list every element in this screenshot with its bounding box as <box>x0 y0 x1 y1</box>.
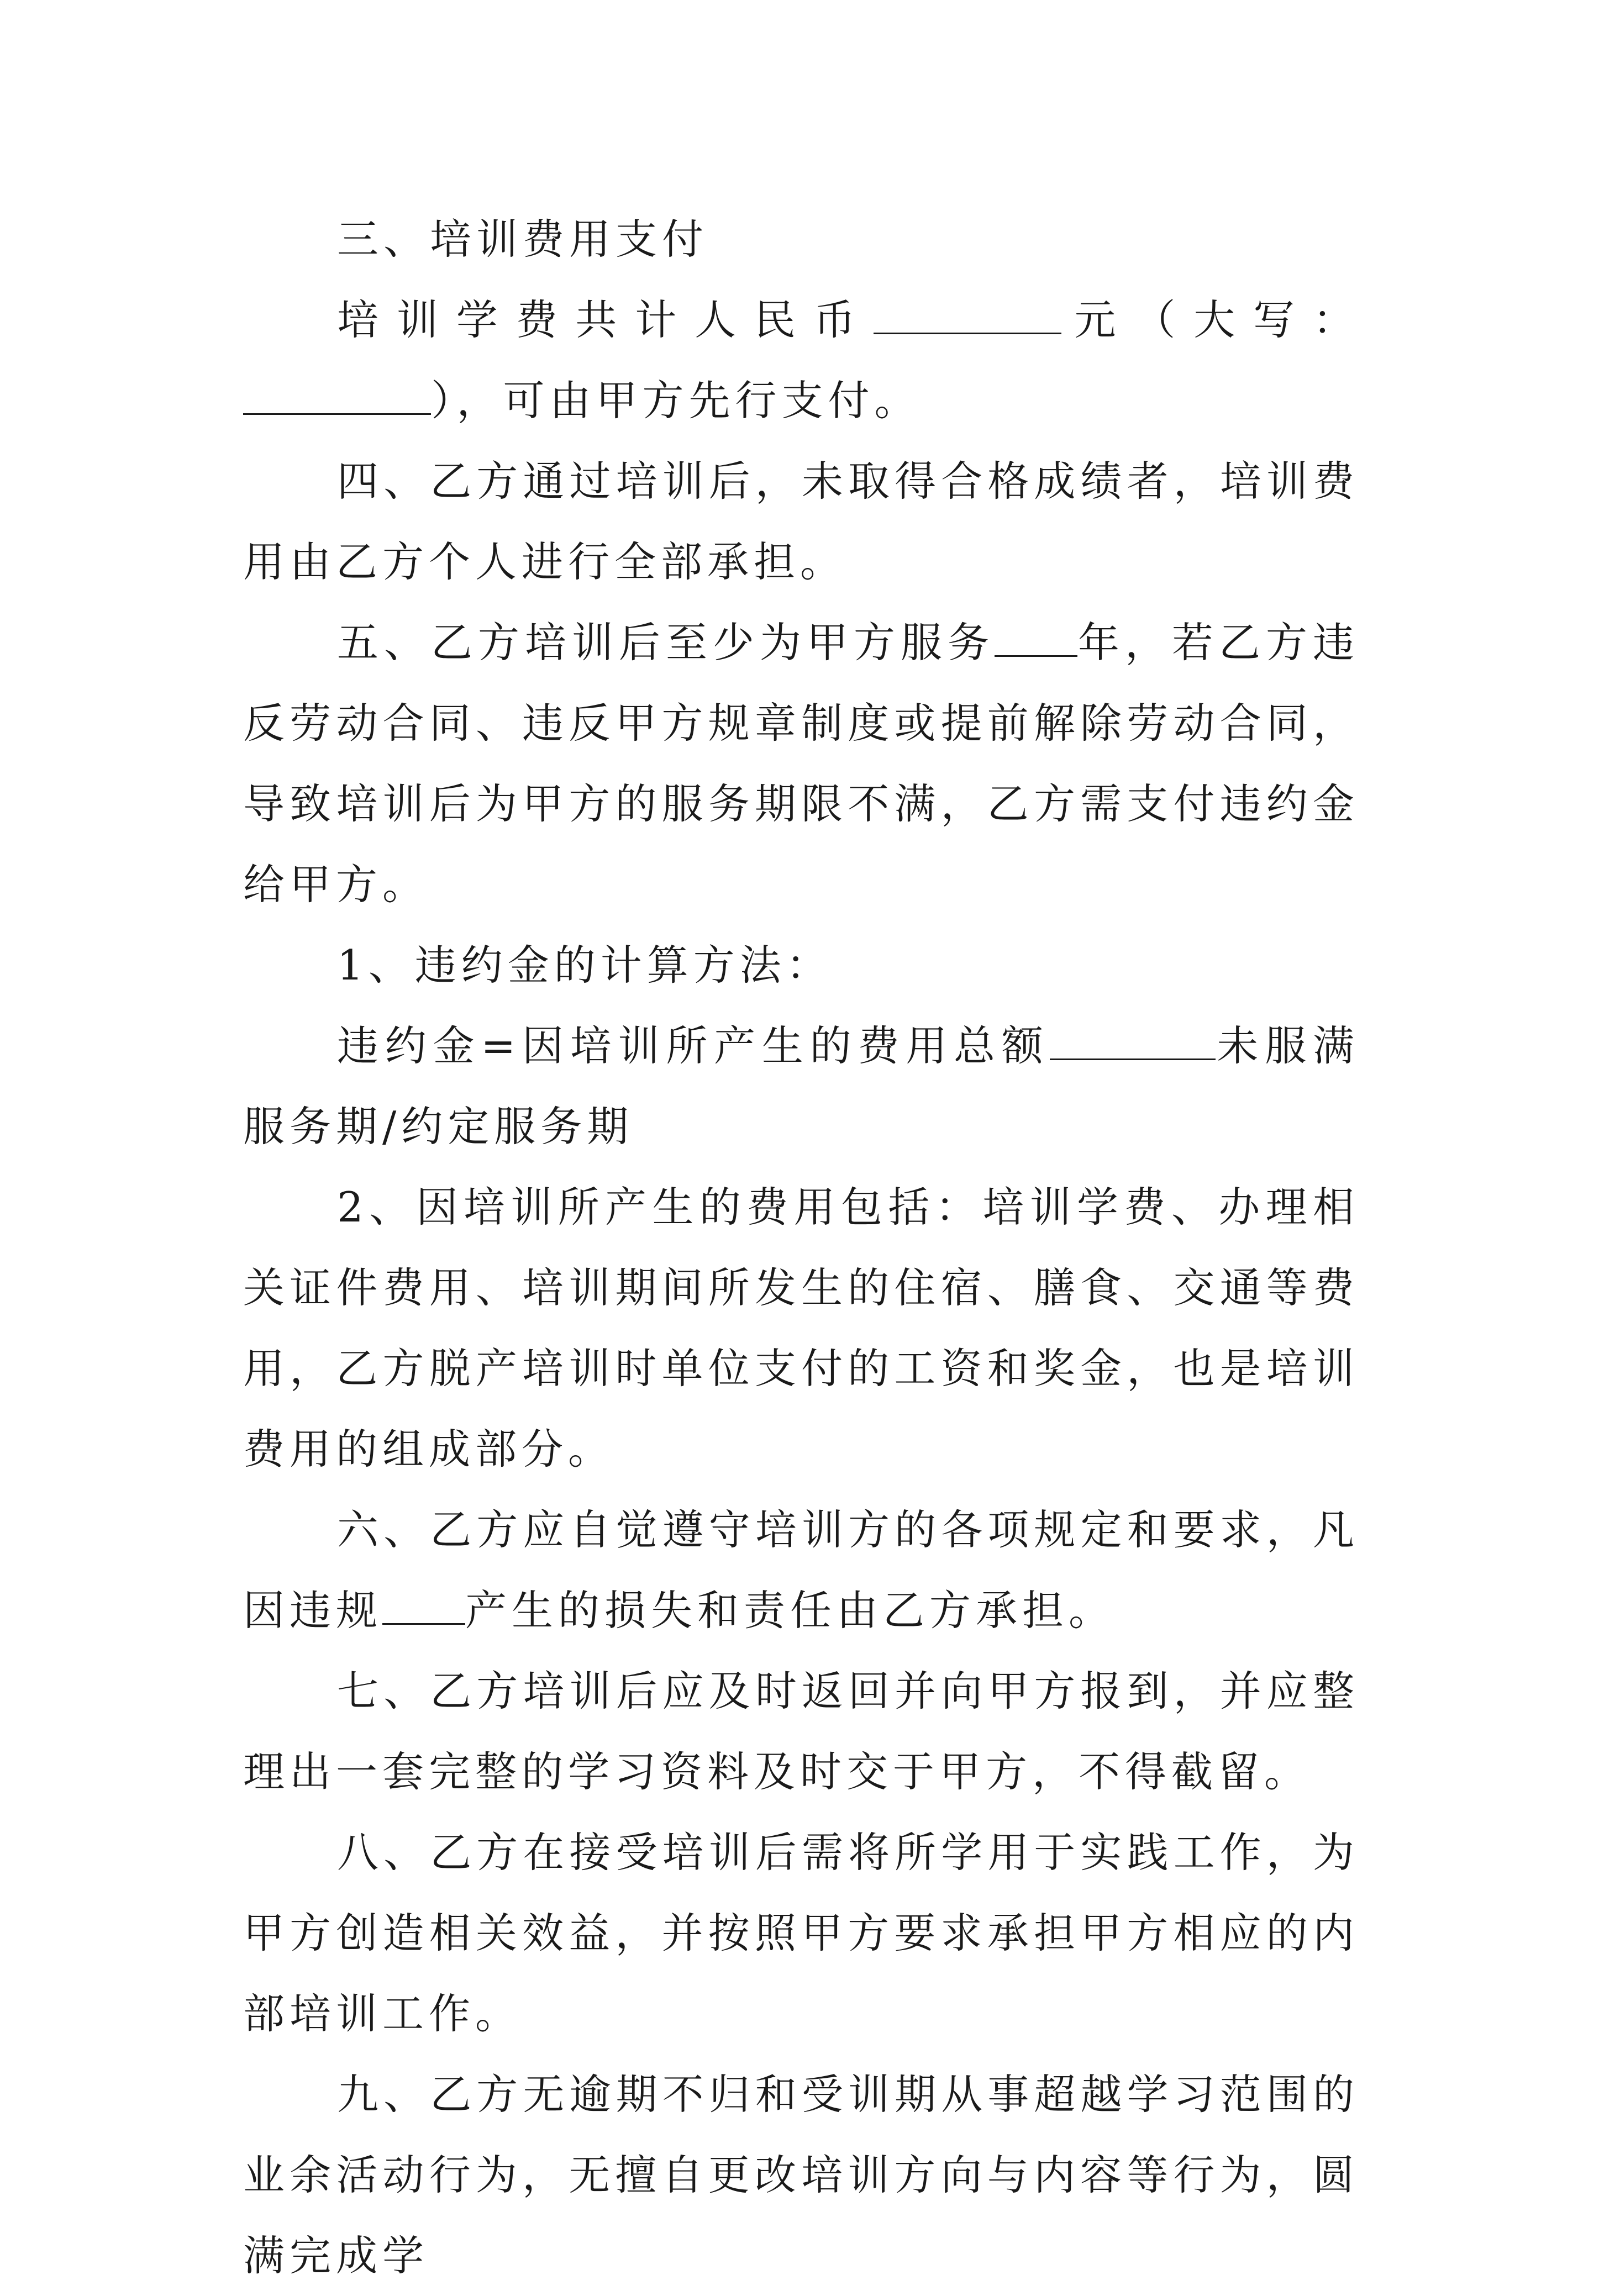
paragraph-fee-composition <box>243 1167 1359 1489</box>
paragraph-text: 年，若乙方违反劳动合同、违反甲方规章制度或提前解除劳动合同，导致培训后为甲方的服务期限不满，乙方需支付违约金给甲方。 <box>243 618 1359 909</box>
paragraph-text: 三、培训费用支付 <box>337 215 709 264</box>
paragraph-section-nine <box>243 2054 1359 2296</box>
paragraph-text: 1、违约金的计算方法： <box>337 941 833 989</box>
paragraph-text: ），可由甲方先行支付。 <box>431 376 921 425</box>
paragraph-tuition-amount <box>243 280 1359 441</box>
section-heading-fee-payment <box>243 199 1359 280</box>
paragraph-text: 2、因培训所产生的费用包括：培训学费、办理相关证件费用、培训期间所发生的住宿、膳食、交通等费用，乙方脱产培训时单位支付的工资和奖金，也是培训费用的组成部分。 <box>243 1183 1359 1473</box>
paragraph-text: 五、乙方培训后至少为甲方服务 <box>337 618 995 667</box>
paragraph-text: 九、乙方无逾期不归和受训期从事超越学习范围的业余活动行为，无擅自更改培训方向与内容等行为，圆满完成学 <box>243 2070 1359 2280</box>
paragraph-text: 产生的损失和责任由乙方承担。 <box>465 1586 1116 1635</box>
document-body <box>243 199 1359 2296</box>
fill-in-blank-amount-uppercase[interactable] <box>243 380 431 415</box>
paragraph-text: 未服满服务期/约定服务期 <box>243 1021 1359 1151</box>
fill-in-blank-formula[interactable] <box>1050 1025 1216 1060</box>
paragraph-text: 七、乙方培训后应及时返回并向甲方报到，并应整理出一套完整的学习资料及时交于甲方，不得截留。 <box>243 1667 1359 1796</box>
paragraph-penalty-formula <box>243 1005 1359 1167</box>
paragraph-section-five <box>243 602 1359 925</box>
fill-in-blank-violation[interactable] <box>382 1590 465 1625</box>
paragraph-text: 六、乙方应自觉遵守培训方的各项规定和要求，凡因违规 <box>243 1505 1359 1635</box>
paragraph-section-eight <box>243 1812 1359 2054</box>
fill-in-blank-amount[interactable] <box>874 299 1061 334</box>
paragraph-penalty-method <box>243 925 1359 1005</box>
paragraph-text: 违约金=因培训所产生的费用总额 <box>337 1021 1050 1070</box>
paragraph-section-seven <box>243 1651 1359 1812</box>
paragraph-text: 元（大写： <box>1061 296 1359 344</box>
paragraph-section-six <box>243 1489 1359 1651</box>
paragraph-section-four <box>243 441 1359 602</box>
paragraph-text: 八、乙方在接受培训后需将所学用于实践工作，为甲方创造相关效益，并按照甲方要求承担甲方相应的内部培训工作。 <box>243 1828 1359 2038</box>
fill-in-blank-years[interactable] <box>995 622 1077 657</box>
paragraph-text: 四、乙方通过培训后，未取得合格成绩者，培训费用由乙方个人进行全部承担。 <box>243 457 1359 586</box>
paragraph-text: 培训学费共计人民币 <box>337 296 874 344</box>
